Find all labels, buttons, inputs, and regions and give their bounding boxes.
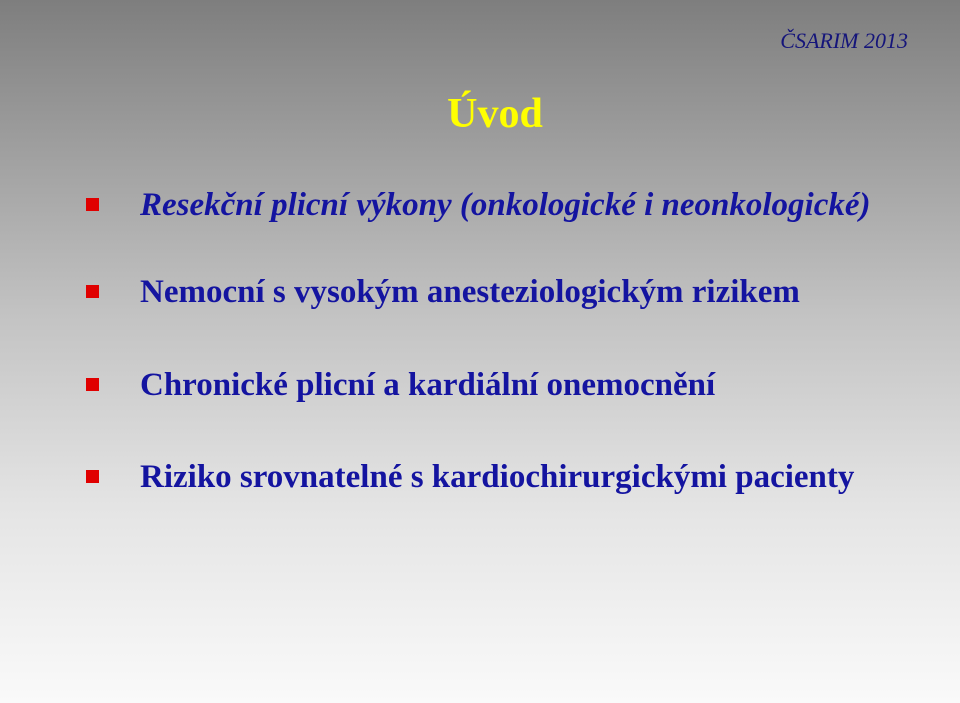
square-bullet-icon	[86, 470, 99, 483]
bullet-text: Resekční plicní výkony (onkologické i neonkologické)	[140, 187, 871, 223]
corner-label: ČSARIM 2013	[780, 28, 908, 53]
square-bullet-icon	[86, 198, 99, 211]
bullet-text: Riziko srovnatelné s kardiochirurgickými pacienty	[140, 459, 855, 495]
square-bullet-icon	[86, 378, 99, 391]
bullet-list	[86, 186, 886, 497]
slide-title: Úvod	[447, 91, 543, 137]
bullet-item	[86, 273, 886, 312]
bullet-item	[86, 366, 886, 405]
square-bullet-icon	[86, 285, 99, 298]
bullet-text: Nemocní s vysokým anesteziologickým rizikem	[140, 274, 800, 310]
bullet-item	[86, 186, 886, 225]
bullet-item	[86, 458, 886, 497]
bullet-text: Chronické plicní a kardiální onemocnění	[140, 367, 716, 403]
